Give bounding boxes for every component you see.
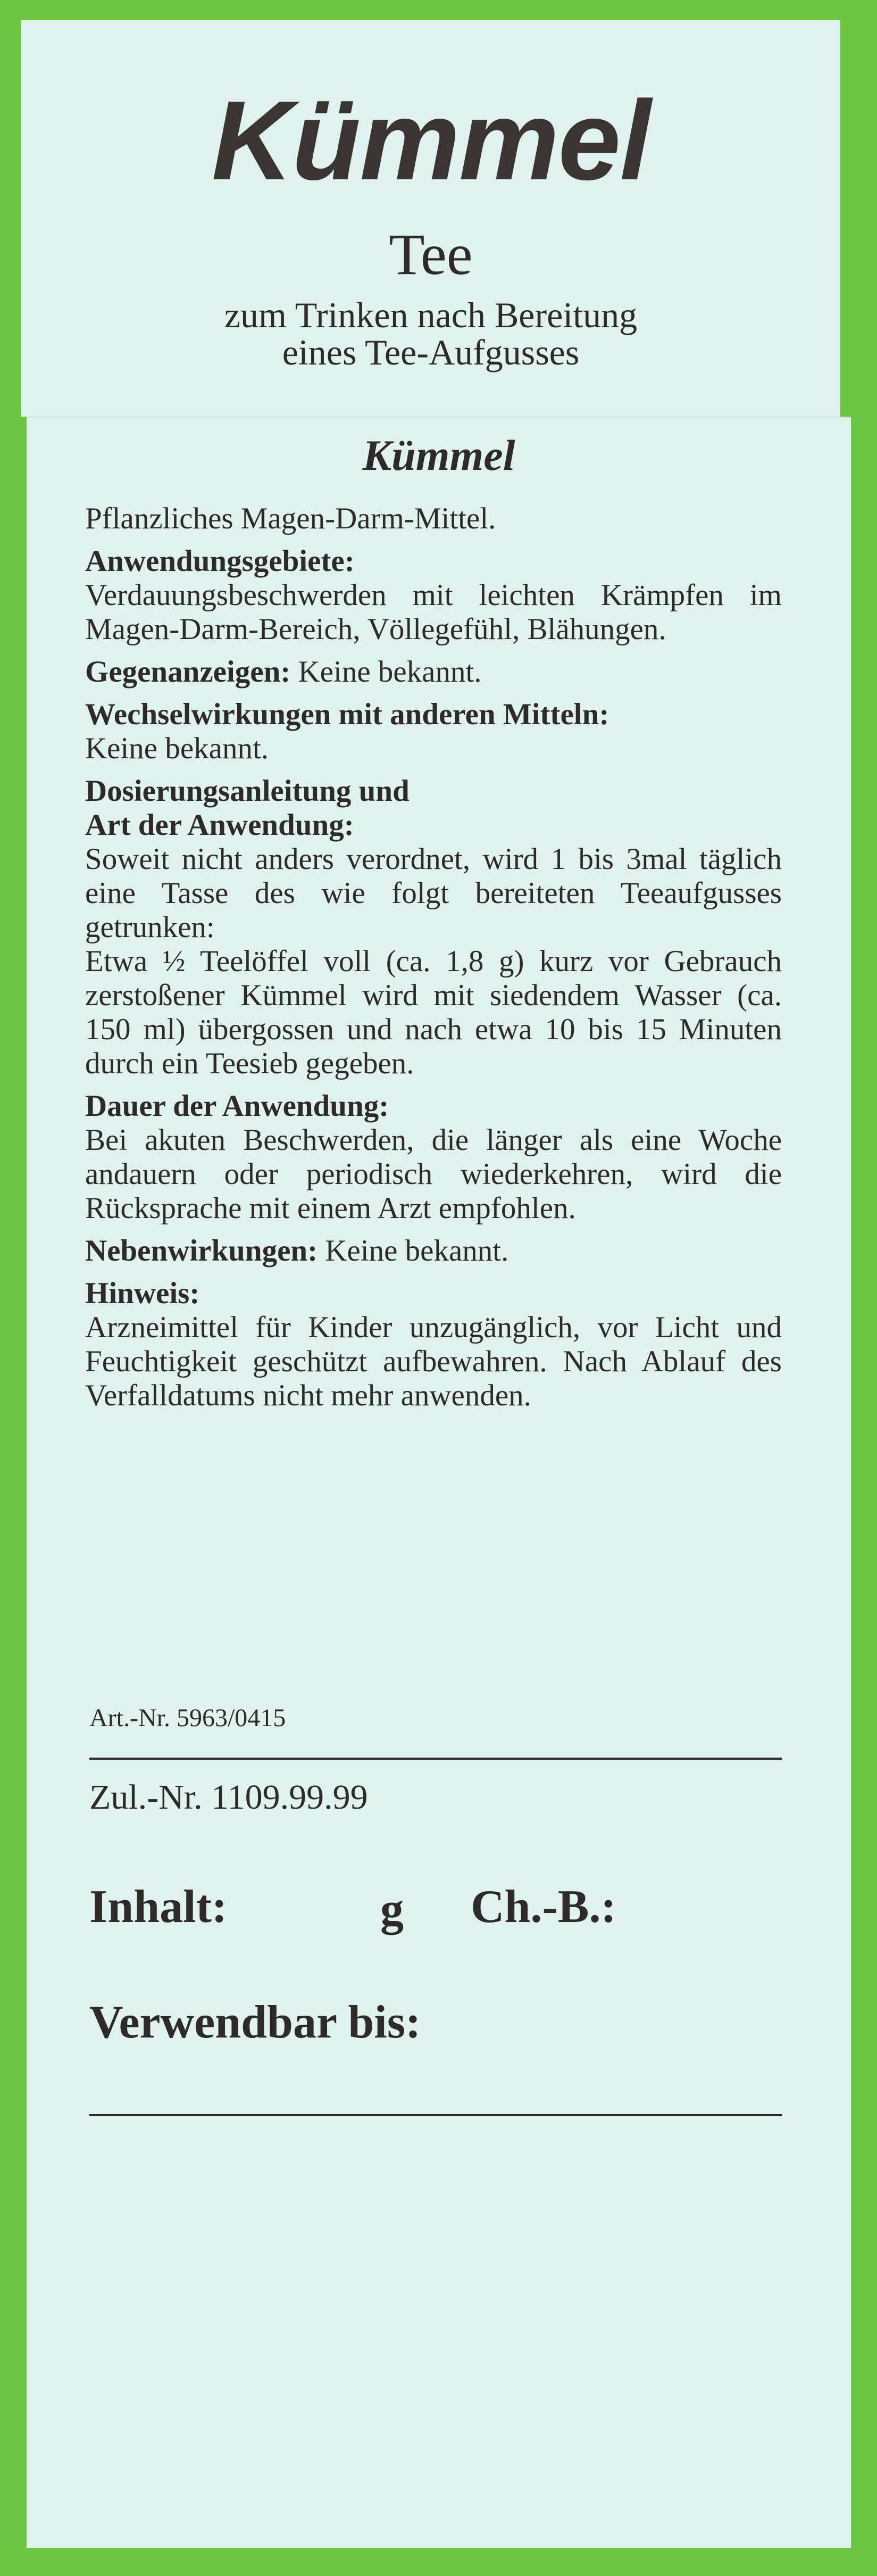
information-label (27, 417, 851, 2548)
label-body (85, 502, 782, 1421)
subtitle-line-1: zum Trinken nach Bereitung (224, 295, 638, 335)
gegenanzeigen-heading: Gegenanzeigen: (85, 655, 291, 689)
product-type: Tee (389, 222, 473, 287)
wechselwirkungen-section (85, 698, 782, 766)
dosierung-text-2: Etwa ½ Teelöffel voll (ca. 1,8 g) kurz vor Gebrauch zerstoßener Kümmel wird mit siedendem Wasser (ca. 150 ml) übergossen und nach etwa 10 bis 15 Minuten durch ein Teesieb gegeben. (85, 945, 782, 1080)
anwendungsgebiete-section (85, 544, 782, 647)
gegenanzeigen-section (85, 655, 782, 689)
hinweis-section (85, 1277, 782, 1413)
dauer-heading: Dauer der Anwendung: (85, 1089, 389, 1123)
dosierung-heading-line-2: Art der Anwendung: (85, 808, 354, 842)
subtitle-line-2: eines Tee-Aufgusses (282, 332, 580, 372)
approval-number: Zul.-Nr. 1109.99.99 (89, 1778, 368, 1817)
article-number: Art.-Nr. 5963/0415 (89, 1704, 286, 1732)
gegenanzeigen-text: Keine bekannt. (290, 655, 482, 689)
brand-title: Kümmel (211, 77, 650, 203)
anwendungsgebiete-text: Verdauungsbeschwerden mit leichten Krämpfen im Magen-Darm-Bereich, Völlegefühl, Blähungen. (85, 578, 782, 646)
expiry-label: Verwendbar bis: (89, 1997, 421, 2048)
anwendungsgebiete-heading: Anwendungsgebiete: (85, 544, 355, 578)
nebenwirkungen-section (85, 1234, 782, 1268)
dosierung-heading-line-1: Dosierungsanleitung und (85, 774, 410, 808)
dauer-section (85, 1089, 782, 1225)
dauer-text: Bei akuten Beschwerden, die länger als eine Woche andauern oder periodisch wiederkehren, wird die Rücksprache mit einem Arzt empfohlen. (85, 1123, 782, 1225)
nebenwirkungen-text: Keine bekannt. (318, 1234, 509, 1268)
dosierung-section (85, 774, 782, 1081)
product-header-label (21, 20, 840, 417)
gram-unit: g (380, 1884, 404, 1935)
wechselwirkungen-heading: Wechselwirkungen mit anderen Mitteln: (85, 698, 609, 731)
wechselwirkungen-text: Keine bekannt. (85, 732, 269, 765)
expiry-line (89, 2114, 782, 2116)
divider-line (89, 1758, 782, 1760)
content-label: Inhalt: (89, 1881, 228, 1933)
hinweis-heading: Hinweis: (85, 1277, 200, 1310)
intro-text: Pflanzliches Magen-Darm-Mittel. (85, 502, 496, 535)
batch-label: Ch.-B.: (471, 1881, 616, 1933)
nebenwirkungen-heading: Nebenwirkungen: (85, 1234, 318, 1268)
hinweis-text: Arzneimittel für Kinder unzugänglich, vor Licht und Feuchtigkeit geschützt aufbewahren. Nach Ablauf des Verfalldatums nicht mehr anwenden. (85, 1311, 782, 1412)
dosierung-text-1: Soweit nicht anders verordnet, wird 1 bis 3mal täglich eine Tasse des wie folgt bereiteten Teeaufgusses getrunken: (85, 842, 782, 944)
label-title: Kümmel (362, 431, 515, 479)
